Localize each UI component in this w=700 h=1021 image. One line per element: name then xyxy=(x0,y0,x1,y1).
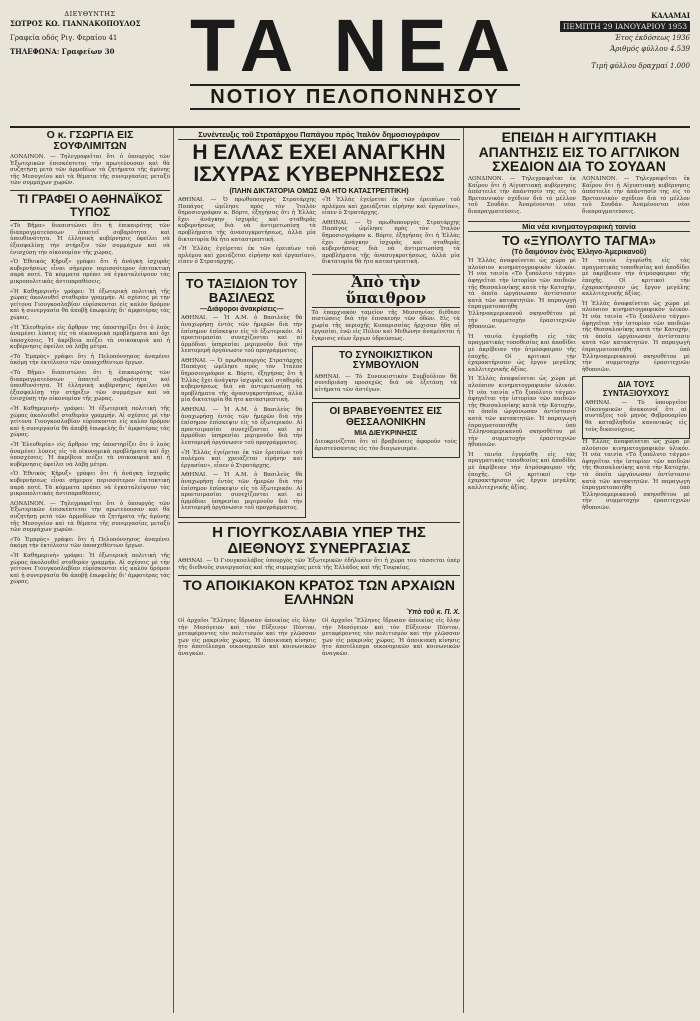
newspaper-subtitle: ΝΟΤΙΟΥ ΠΕΛΟΠΟΝΝΗΣΟΥ xyxy=(190,84,520,110)
article-text: ΑΘΗΝΑΙ. — Ὁ πρωθυπουργὸς Στρατάρχης Παπάγος ὡμίλησε πρὸς τὸν Ἰταλὸν δημοσιογράφον κ. Βόρτε, ἐξηγήσας ὅτι ἡ Ἑλλὰς ἔχει ἀνάγκην ἰσχυρᾶς καὶ σταθερᾶς κυβερνήσεως διὰ νὰ ἀντιμετωπίσῃ τὰ προβλήματα τῆς ἀνασυγκροτήσεως, ἀλλὰ μία δικτατορία θὰ ἦτο καταστρεπτική. xyxy=(178,197,316,243)
article-text: Ἡ ταινία ἐγυρίσθη εἰς τὰς πραγματικὰς τοποθεσίας καὶ ἀποδίδει μὲ ἀκρίβειαν τὴν ἀτμόσφαιραν τῆς ἐποχῆς. Οἱ κριτικοὶ τὴν ἐχαρακτήρισαν ὡς ἔργον μεγάλης καλλιτεχνικῆς ἀξίας. xyxy=(582,258,690,298)
article-text: «Τὸ Βῆμα» διαπιστώνει ὅτι ἡ ἐπικαιρότης τῶν διαπραγματεύσεων ἀπαιτεῖ σοβαρότητα καὶ ὑπευθυνότητα. Ἡ ἑλληνικὴ κυβέρνησις ὀφείλει νὰ ἐξασφαλίσῃ τὴν στήριξιν τῶν συμμάχων καὶ νὰ ἐνισχύσῃ τὴν οἰκονομίαν τῆς χώρας. xyxy=(10,370,170,403)
article-text: ΑΘΗΝΑΙ. — Τὸ Συνοικιστικὸν Συμβούλιον θὰ συνεδριάσῃ προσεχῶς διὰ νὰ ἐξετάσῃ τὰ αἰτήματα τῶν ἀστέγων. xyxy=(314,373,457,393)
headline-egypt: ΕΠΕΙΔΗ Η ΑΙΓΥΠΤΙΑΚΗ ΑΠΑΝΤΗΣΙΣ ΕΙΣ ΤΟ ΑΓΓΛΙΚΟΝ ΣΧΕΔΙΟΝ ΔΙΑ ΤΟ ΣΟΥΔΑΝ xyxy=(478,129,680,175)
article-text: Ἡ ταινία ἐγυρίσθη εἰς τὰς πραγματικὰς τοποθεσίας καὶ ἀποδίδει μὲ ἀκρίβειαν τὴν ἀτμόσφαιραν τῆς ἐποχῆς. Οἱ κριτικοὶ τὴν ἐχαρακτήρισαν ὡς ἔργον μεγάλης καλλιτεχνικῆς ἀξίας. xyxy=(468,333,576,373)
article-text: «Ἡ Ἑλλὰς ἐγείρεται ἐκ τῶν ἐρειπίων τοῦ πολέμου καὶ χρειάζεται εἰρήνην καὶ ἐργασίαν», εἶπεν ὁ Στρατάρχης. xyxy=(178,246,316,266)
article-text: ΑΘΗΝΑΙ. — Ἡ Α.Μ. ὁ Βασιλεὺς θὰ ἀναχωρήσῃ ἐντὸς τῶν ἡμερῶν διὰ τὴν ἐπίσημον ἐπίσκεψιν εἰς τὸ ἐξωτερικόν. Αἱ προετοιμασίαι συνεχίζονται καὶ αἱ ἀρμόδιαι ὑπηρεσίαι μεριμνοῦν διὰ τὴν λεπτομερῆ ὀργάνωσιν τοῦ προγράμματος. xyxy=(181,472,303,512)
headline-colonies: ΤΟ ΑΠΟΙΚΙΑΚΟΝ ΚΡΑΤΟΣ ΤΩΝ ΑΡΧΑΙΩΝ ΕΛΛΗΝΩΝ xyxy=(178,575,460,607)
main-headline: Η ΕΛΛΑΣ ΕΧΕΙ ΑΝΑΓΚΗΝ ΙΣΧΥΡΑΣ ΚΥΒΕΡΝΗΣΕΩΣ xyxy=(192,141,446,187)
price-text: Τιμή φύλλου δραχμαί 1.000 xyxy=(591,62,690,70)
column-left xyxy=(10,128,170,1013)
offices-text: Γραφεία οδός Ριγ. Φεραίου 41 xyxy=(10,34,118,42)
box-headline: ΤΟ ΣΥΝΟΙΚΙΣΤΙΚΟΝ ΣΥΜΒΟΥΛΙΟΝ xyxy=(338,349,433,371)
article-text: «Ὁ Ἐθνικὸς Κῆρυξ» γράφει ὅτι ἡ ἀνάγκη ἰσχυρᾶς κυβερνήσεως εἶναι σήμερον περισσότερον ἐπιτακτικὴ παρὰ ποτέ. Τὰ κόμματα πρέπει νὰ ἐγκαταλείψουν τὰς μικροπολιτικὰς ἀντιπαραθέσεις. xyxy=(10,471,170,498)
director-name: ΣΩΤΡΟΣ ΚΩ. ΓΙΑΝΝΑΚΟΠΟΥΛΟΣ xyxy=(10,19,141,28)
article-text: «Ἡ Καθημερινὴ» γράφει: Ἡ ἐξωτερικὴ πολιτικὴ τῆς χώρας ἀκολουθεῖ σταθερὰν γραμμήν. Αἱ σχέσεις μὲ τὴν γείτονα Γιουγκοσλαβίαν εὑρίσκονται εἰς καλὸν δρόμον καὶ ἡ συνεργασία θὰ ἀποβῇ ἐπωφελὴς δι' ἀμφοτέρας τὰς χώρας. xyxy=(10,552,170,586)
column-right xyxy=(468,128,690,1013)
box-headline: ΟΙ ΒΡΑΒΕΥΘΕΝΤΕΣ ΕΙΣ ΘΕΣΣΑΛΟΝΙΚΗΝ xyxy=(329,406,443,428)
article-text: «Τὸ Βῆμα» διαπιστώνει ὅτι ἡ ἐπικαιρότης τῶν διαπραγματεύσεων ἀπαιτεῖ σοβαρότητα καὶ ὑπευθυνότητα. Ἡ ἑλληνικὴ κυβέρνησις ὀφείλει νὰ ἐξασφαλίσῃ τὴν στήριξιν τῶν συμμάχων καὶ νὰ ἐνισχύσῃ τὴν οἰκονομίαν τῆς χώρας. xyxy=(10,223,170,256)
box-king-trip xyxy=(178,272,306,518)
headline-georgia: Ο κ. ΓΣΩΡΓΙΑ ΕΙΣ ΣΟΥΦΛΙΜΙΤΩΝ xyxy=(46,129,134,153)
article-text: Ἡ Ἑλλὰς ἀναφαίνεται ὡς χώρα μὲ πλούσιον κινηματογραφικὸν ὑλικόν. Ἡ νέα ταινία «Τὸ ξυπόλυτο τάγμα» ἀφηγεῖται τὴν ἱστορίαν τῶν παιδιῶν τῆς Θεσσαλονίκης κατὰ τὴν Κατοχήν, τὰ ὁποῖα ὠργάνωσαν ἀντίστασιν κατὰ τῶν κατακτητῶν. Ἡ παραγωγὴ ἐπραγματοποιήθη ὑπὸ Ἑλληνοαμερικανοῦ σκηνοθέτου μὲ τὴν συμμετοχὴν ἐρασιτεχνῶν ἠθοποιῶν. xyxy=(468,376,576,449)
article-text: Ἡ Ἑλλὰς ἀναφαίνεται ὡς χώρα μὲ πλούσιον κινηματογραφικὸν ὑλικόν. Ἡ νέα ταινία «Τὸ ξυπόλυτο τάγμα» ἀφηγεῖται τὴν ἱστορίαν τῶν παιδιῶν τῆς Θεσσαλονίκης κατὰ τὴν Κατοχήν, τὰ ὁποῖα ὠργάνωσαν ἀντίστασιν κατὰ τῶν κατακτητῶν. Ἡ παραγωγὴ ἐπραγματοποιήθη ὑπὸ Ἑλληνοαμερικανοῦ σκηνοθέτου μὲ τὴν συμμετοχὴν ἐρασιτεχνῶν ἠθοποιῶν. xyxy=(582,300,690,373)
article-text: ΑΘΗΝΑΙ. — Ὁ πρωθυπουργὸς Στρατάρχης Παπάγος ὡμίλησε πρὸς τὸν Ἰταλὸν δημοσιογράφον κ. Βόρτε, ἐξηγήσας ὅτι ἡ Ἑλλὰς ἔχει ἀνάγκην ἰσχυρᾶς καὶ σταθερᾶς κυβερνήσεως διὰ νὰ ἀντιμετωπίσῃ τὰ προβλήματα τῆς ἀνασυγκροτήσεως, ἀλλὰ μία δικτατορία θὰ ἦτο καταστρεπτική. xyxy=(181,357,303,404)
box-subheadline: —Διάφοροι ἀνακρίσεις— xyxy=(200,306,284,314)
article-text: «Ἡ Ἐλευθερία» εἰς ἄρθρον της ὑποστηρίζει ὅτι ὁ λαὸς ἀναμένει λύσεις εἰς τὰ οἰκονομικὰ προβλήματα καὶ ὄχι ὑποσχέσεις. Ἡ ἀκρίβεια πιέζει τὰ νοικοκυριὰ καὶ ἡ κυβέρνησις ὀφείλει νὰ λάβῃ μέτρα. xyxy=(10,442,170,468)
box-pensioners xyxy=(582,376,690,439)
article-text: Διευκρινίζεται ὅτι αἱ βραβεύσεις ἀφοροῦν τοὺς ἀριστεύσαντας εἰς τὸν διαγωνισμόν. xyxy=(314,439,457,452)
issue-date: ΠΕΜΠΤΗ 29 ΙΑΝΟΥΑΡΙΟΥ 1953 xyxy=(560,21,690,32)
box-headline: ΔΙΑ ΤΟΥΣ ΣΥΝΤΑΞΙΟΥΧΟΥΣ xyxy=(602,380,670,398)
article-text: «Ἡ Ἑλλὰς ἐγείρεται ἐκ τῶν ἐρειπίων τοῦ πολέμου καὶ χρειάζεται εἰρήνην καὶ ἐργασίαν», εἶπεν ὁ Στρατάρχης. xyxy=(322,197,460,217)
headline-press-review: ΤΙ ΓΡΑΦΕΙ Ο ΑΘΗΝΑΪΚΟΣ ΤΥΠΟΣ xyxy=(10,190,170,221)
article-text: Οἱ ἀρχαῖοι Ἕλληνες ἵδρυσαν ἀποικίας εἰς ὅλην τὴν Μεσόγειον καὶ τὸν Εὔξεινον Πόντον, μεταφέροντες τὸν πολιτισμὸν καὶ τὴν γλῶσσαν των εἰς μακρινὰς χώρας. Ἡ ἀποικιακὴ κίνησις ἦτο ἀποτέλεσμα οἰκονομικῶν καὶ κοινωνικῶν ἀναγκῶν. xyxy=(178,618,316,657)
article-text: ΑΘΗΝΑΙ. — Ὁ Γιουγκοσλάβος ὑπουργὸς τῶν Ἐξωτερικῶν ἐδήλωσεν ὅτι ἡ χώρα του τάσσεται ὑπὲρ τῆς διεθνοῦς συνεργασίας καὶ τῆς συμμαχίας μετὰ τῆς Ἑλλάδος καὶ τῆς Τουρκίας. xyxy=(178,558,460,572)
article-text: Οἱ ἀρχαῖοι Ἕλληνες ἵδρυσαν ἀποικίας εἰς ὅλην τὴν Μεσόγειον καὶ τὸν Εὔξεινον Πόντον, μεταφέροντες τὸν πολιτισμὸν καὶ τὴν γλῶσσαν των εἰς μακρινὰς χώρας. Ἡ ἀποικιακὴ κίνησις ἦτο ἀποτέλεσμα οἰκονομικῶν καὶ κοινωνικῶν ἀναγκῶν. xyxy=(322,618,460,657)
box-headline: ΤΟ ΤΑΞΙΔΙΟΝ ΤΟΥ ΒΑΣΙΛΕΩΣ xyxy=(185,276,298,305)
article-text: Ἡ Ἑλλὰς ἀναφαίνεται ὡς χώρα μὲ πλούσιον κινηματογραφικὸν ὑλικόν. Ἡ νέα ταινία «Τὸ ξυπόλυτο τάγμα» ἀφηγεῖται τὴν ἱστορίαν τῶν παιδιῶν τῆς Θεσσαλονίκης κατὰ τὴν Κατοχήν, τὰ ὁποῖα ὠργάνωσαν ἀντίστασιν κατὰ τῶν κατακτητῶν. Ἡ παραγωγὴ ἐπραγματοποιήθη ὑπὸ Ἑλληνοαμερικανοῦ σκηνοθέτου μὲ τὴν συμμετοχὴν ἐρασιτεχνῶν ἠθοποιῶν. xyxy=(468,258,576,331)
director-label: ΔΙΕΥΘΥΝΤΗΣ xyxy=(64,10,116,18)
article-text: Ἡ Ἑλλὰς ἀναφαίνεται ὡς χώρα μὲ πλούσιον κινηματογραφικὸν ὑλικόν. Ἡ νέα ταινία «Τὸ ξυπόλυτο τάγμα» ἀφηγεῖται τὴν ἱστορίαν τῶν παιδιῶν τῆς Θεσσαλονίκης κατὰ τὴν Κατοχήν, τὰ ὁποῖα ὠργάνωσαν ἀντίστασιν κατὰ τῶν κατακτητῶν. Ἡ παραγωγὴ ἐπραγματοποιήθη ὑπὸ Ἑλληνοαμερικανοῦ σκηνοθέτου μὲ τὴν συμμετοχὴν ἐρασιτεχνῶν ἠθοποιῶν. xyxy=(582,439,690,512)
masthead xyxy=(10,4,690,128)
box-awards xyxy=(312,402,461,458)
article-text: «Ἡ Καθημερινὴ» γράφει: Ἡ ἐξωτερικὴ πολιτικὴ τῆς χώρας ἀκολουθεῖ σταθερὰν γραμμήν. Αἱ σχέσεις μὲ τὴν γείτονα Γιουγκοσλαβίαν εὑρίσκονται εἰς καλὸν δρόμον καὶ ἡ συνεργασία θὰ ἀποβῇ ἐπωφελὴς δι' ἀμφοτέρας τὰς χώρας. xyxy=(10,406,170,439)
article-text: ΛΟΝΔΙΝΟΝ. — Τηλεγραφεῖται ὅτι ὁ ὑπουργὸς τῶν Ἐξωτερικῶν ἐπισκέπτεται τὴν πρωτεύουσαν καὶ θὰ συζητήσῃ μετὰ τῶν ἁρμοδίων τὰ ζητήματα τῆς ἀμύνης τῆς Μεσογείου καὶ τὰ θέματα τῆς συνεργασίας μεταξὺ τῶν συμμάχων χωρῶν. xyxy=(10,154,170,187)
article-text: ΑΘΗΝΑΙ. — Τὸ ὑπουργεῖον Οἰκονομικῶν ἀνακοινοῖ ὅτι αἱ συντάξεις τοῦ μηνὸς Φεβρουαρίου θὰ καταβληθοῦν κανονικῶς εἰς τοὺς δικαιούχους. xyxy=(585,400,687,433)
film-subheadline: (Τὸ δαιμόνιον ἑνὸς Ἑλληνο-Ἀμερικανοῦ) xyxy=(511,249,647,257)
article-text: ΛΟΝΔΙΝΟΝ. — Τηλεγραφεῖται ἐκ Καΐρου ὅτι ἡ Αἰγυπτιακὴ κυβέρνησις ἀπέστειλε τὴν ἀπάντησίν της εἰς τὸ Βρεταννικὸν σχέδιον διὰ τὸ μέλλον τοῦ Σουδάν. Ἀναμένονται νέαι διαπραγματεύσεις. xyxy=(468,176,576,216)
article-text: «Ὁ Ἐθνικὸς Κῆρυξ» γράφει ὅτι ἡ ἀνάγκη ἰσχυρᾶς κυβερνήσεως εἶναι σήμερον περισσότερον ἐπιτακτικὴ παρὰ ποτέ. Τὰ κόμματα πρέπει νὰ ἐγκαταλείψουν τὰς μικροπολιτικὰς ἀντιπαραθέσεις. xyxy=(10,259,170,285)
article-text: Τὸ ἐπαρχιακὸν ταμεῖον τῆς Μεσσηνίας διέθεσε πιστώσεις διὰ τὴν ἐπισκευὴν τῶν ὁδῶν. Εἰς τὰ χωρία τῆς περιοχῆς Κυπαρισσίας ἤρχισαν ἤδη αἱ ἐργασίαι, ἐνῶ εἰς Πύλον καὶ Μεθώνην ἀναμένεται ἡ ἔγκρισις νέων ἔργων ὑδρεύσεως. xyxy=(311,309,460,342)
column-center xyxy=(178,128,460,1013)
box-housing xyxy=(312,346,461,400)
film-kicker: Μία νέα κινηματογραφικὴ ταινία xyxy=(468,221,690,232)
masthead-center xyxy=(170,4,540,110)
box-subheadline: ΜΙΑ ΔΙΕΥΚΡΙΝΗΣΙΣ xyxy=(354,430,418,438)
masthead-right xyxy=(540,10,690,72)
article-text: «Τὸ Ἐμπρὸς» γράφει ὅτι ἡ Πελοπόννησος ἀναμένει ἀκόμη τὴν ἐκτέλεσιν τῶν ὑποσχεθέντων ἔργων. xyxy=(10,536,170,550)
article-text: «Ἡ Ἑλλὰς ἐγείρεται ἐκ τῶν ἐρειπίων τοῦ πολέμου καὶ χρειάζεται εἰρήνην καὶ ἐργασίαν», εἶπεν ὁ Στρατάρχης. xyxy=(181,449,303,469)
article-text: ΑΘΗΝΑΙ. — Ὁ πρωθυπουργὸς Στρατάρχης Παπάγος ὡμίλησε πρὸς τὸν Ἰταλὸν δημοσιογράφον κ. Βόρτε, ἐξηγήσας ὅτι ἡ Ἑλλὰς ἔχει ἀνάγκην ἰσχυρᾶς καὶ σταθερᾶς κυβερνήσεως διὰ νὰ ἀντιμετωπίσῃ τὰ προβλήματα τῆς ἀνασυγκροτήσεως, ἀλλὰ μία δικτατορία θὰ ἦτο καταστρεπτική. xyxy=(322,219,460,266)
issue-number: Άριθμός φύλλου 4.539 xyxy=(610,45,690,53)
byline: Ὑπὸ τοῦ κ. Π. Χ. xyxy=(406,609,460,616)
article-text: «Τὸ Ἐμπρὸς» γράφει ὅτι ἡ Πελοπόννησος ἀναμένει ἀκόμη τὴν ἐκτέλεσιν τῶν ὑποσχεθέντων ἔργων. xyxy=(10,353,170,367)
headline-film: ΤΟ «ΞΥΠΟΛΥΤΟ ΤΑΓΜΑ» xyxy=(501,232,657,248)
article-text: «Ἡ Καθημερινὴ» γράφει: Ἡ ἐξωτερικὴ πολιτικὴ τῆς χώρας ἀκολουθεῖ σταθερὰν γραμμήν. Αἱ σχέσεις μὲ τὴν γείτονα Γιουγκοσλαβίαν εὑρίσκονται εἰς καλὸν δρόμον καὶ ἡ συνεργασία θὰ ἀποβῇ ἐπωφελὴς δι' ἀμφοτέρας τὰς χώρας. xyxy=(10,288,170,321)
article-text: ΛΟΝΔΙΝΟΝ. — Τηλεγραφεῖται ἐκ Καΐρου ὅτι ἡ Αἰγυπτιακὴ κυβέρνησις ἀπέστειλε τὴν ἀπάντησίν της εἰς τὸ Βρεταννικὸν σχέδιον διὰ τὸ μέλλον τοῦ Σουδάν. Ἀναμένονται νέαι διαπραγματεύσεις. xyxy=(582,176,690,216)
article-text: ΛΟΝΔΙΝΟΝ. — Τηλεγραφεῖται ὅτι ὁ ὑπουργὸς τῶν Ἐξωτερικῶν ἐπισκέπτεται τὴν πρωτεύουσαν καὶ θὰ συζητήσῃ μετὰ τῶν ἁρμοδίων τὰ ζητήματα τῆς ἀμύνης τῆς Μεσογείου καὶ τὰ θέματα τῆς συνεργασίας μεταξὺ τῶν συμμάχων χωρῶν. xyxy=(10,500,170,534)
phones-text: ΤΗΛΕΦΩΝΑ: Γραφείων 30 xyxy=(10,47,115,56)
article-text: «Ἡ Ἐλευθερία» εἰς ἄρθρον της ὑποστηρίζει ὅτι ὁ λαὸς ἀναμένει λύσεις εἰς τὰ οἰκονομικὰ προβλήματα καὶ ὄχι ὑποσχέσεις. Ἡ ἀκρίβεια πιέζει τὰ νοικοκυριὰ καὶ ἡ κυβέρνησις ὀφείλει νὰ λάβῃ μέτρα. xyxy=(10,324,170,351)
year-text: Έτος έκδόσεως 1936 xyxy=(614,34,690,42)
main-deck: (ΠΛΗΝ ΔΙΚΤΑΤΟΡΙΑ ΟΜΩΣ ΘΑ ΗΤΟ ΚΑΤΑΣΤΡΕΠΤΙΚΗ) xyxy=(229,188,409,196)
kicker: Συνέντευξις τοῦ Στρατάρχου Παπάγου πρὸς Ἰταλὸν δημοσιογράφον xyxy=(178,130,460,140)
article-text: Ἡ ταινία ἐγυρίσθη εἰς τὰς πραγματικὰς τοποθεσίας καὶ ἀποδίδει μὲ ἀκρίβειαν τὴν ἀτμόσφαιραν τῆς ἐποχῆς. Οἱ κριτικοὶ τὴν ἐχαρακτήρισαν ὡς ἔργον μεγάλης καλλιτεχνικῆς ἀξίας. xyxy=(468,451,576,491)
article-text: ΑΘΗΝΑΙ. — Ἡ Α.Μ. ὁ Βασιλεὺς θὰ ἀναχωρήσῃ ἐντὸς τῶν ἡμερῶν διὰ τὴν ἐπίσημον ἐπίσκεψιν εἰς τὸ ἐξωτερικόν. Αἱ προετοιμασίαι συνεχίζονται καὶ αἱ ἀρμόδιαι ὑπηρεσίαι μεριμνοῦν διὰ τὴν λεπτομερῆ ὀργάνωσιν τοῦ προγράμματος. xyxy=(181,315,303,355)
columns xyxy=(10,128,690,1013)
newspaper-title: ΤΑ ΝΕΑ xyxy=(190,4,520,87)
article-text: ΑΘΗΝΑΙ. — Ἡ Α.Μ. ὁ Βασιλεὺς θὰ ἀναχωρήσῃ ἐντὸς τῶν ἡμερῶν διὰ τὴν ἐπίσημον ἐπίσκεψιν εἰς τὸ ἐξωτερικόν. Αἱ προετοιμασίαι συνεχίζονται καὶ αἱ ἀρμόδιαι ὑπηρεσίαι μεριμνοῦν διὰ τὴν λεπτομερῆ ὀργάνωσιν τοῦ προγράμματος. xyxy=(181,407,303,446)
headline-yugoslavia: Η ΓΙΟΥΓΚΟΣΛΑΒΙΑ ΥΠΕΡ ΤΗΣ ΔΙΕΘΝΟΥΣ ΣΥΝΕΡΓΑΣΙΑΣ xyxy=(178,522,460,557)
headline-countryside: Ἀπὸ τὴν ὕπαιθρον xyxy=(312,274,461,308)
masthead-left xyxy=(10,10,170,56)
city-text: ΚΑΛΑΜΑΙ xyxy=(651,11,690,20)
